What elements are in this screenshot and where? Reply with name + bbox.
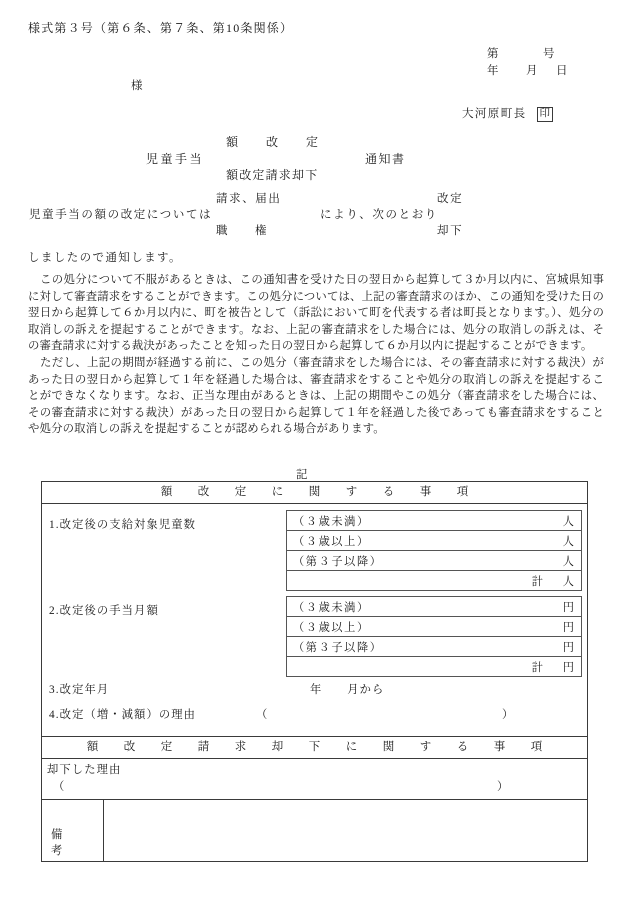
sub-row-unit: 円 [562,662,574,674]
sub-row-total [287,570,581,590]
appeal-instructions-paragraph-2: ただし、上記の期間が経過する前に、この処分（審査請求をした場合には、その審査請求に対する裁決）があった日の翌日から起算して１年を経過した場合は、審査請求をすることや処分の取消しの訴えを提起することができなくなります。なお、正当な理由があるときは、上記の期間やこの処分（審査請求をした場合には、その審査請求に対する裁決）があった日の翌日から起算して１年を経過した後であっても審査請求をすることや処分の取消しの訴えを提起することが認められる場合があります。 [28,357,604,436]
sub-row-unit: 円 [562,602,574,614]
lead-option-claim-notification: 請求、届出 [216,193,282,205]
sub-row-category: （第３子以降） [293,556,383,568]
lead-middle-text: により、次のとおり [320,209,438,221]
rejection-reason-paren-close: ） [497,781,509,793]
title-option-revision-rejected: 額改定請求却下 [226,168,319,182]
table-row-revision-reason [42,703,587,736]
lead-result-rejected: 却下 [437,225,464,237]
lead-result-revised: 改定 [437,193,464,205]
sub-row [287,636,581,656]
table-row-revision-date [42,676,587,703]
date-month-label: 月 [526,65,538,77]
table-row-revised-child-count [42,503,587,590]
issuer-line [462,105,553,122]
section-header-amount-revision: 額 改 定 に 関 す る 事 項 [160,486,476,498]
rejection-reason-paren-open: （ [53,781,65,793]
table-row-rejection-reason [42,758,587,799]
document-number-row [487,45,555,61]
item-1-sub-table [286,510,582,591]
sub-row-unit: 人 [562,576,574,588]
sub-row [287,597,581,616]
sub-row [287,530,581,550]
table-row-revised-monthly-amount [42,590,587,676]
sub-row-unit: 人 [562,536,574,548]
item-3-date-fields: 年 月から [310,684,385,696]
seal-stamp-box: 印 [537,107,554,122]
table-row-remarks [42,799,587,861]
rejection-reason-label: 却下した理由 [47,764,122,776]
sub-row-unit: 円 [562,622,574,634]
title-notification-suffix: 通知書 [365,152,406,166]
sub-row-category: （３歳以上） [293,536,370,548]
sub-row [287,550,581,570]
remarks-label-cell [42,800,104,861]
document-number-label: 第 [487,48,499,60]
sub-row-category: （３歳未満） [293,516,370,528]
sub-row-total-label: 計 [531,576,543,588]
remarks-value-cell[interactable] [104,800,587,861]
remarks-label: 備 考 [51,829,92,857]
lead-prefix-text: 児童手当の額の改定については [29,209,213,221]
item-4-paren-close: ） [502,709,514,721]
item-3-label: 3.改定年月 [49,684,110,696]
item-1-label: 1.改定後の支給対象児童数 [49,519,197,531]
issuer-name: 大河原町長 [462,108,527,120]
form-number: 様式第３号（第６条、第７条、第10条関係） [28,21,294,35]
details-table [41,481,588,862]
sub-row-unit: 人 [562,516,574,528]
section-header-revision-request-rejection: 額 改 定 請 求 却 下 に 関 す る 事 項 [42,736,587,758]
appeal-instructions-paragraph-1: この処分について不服があるときは、この通知書を受けた日の翌日から起算して３か月以内に、宮城県知事に対して審査請求をすることができます。この処分については、上記の審査請求のほか、この通知を受けた日の翌日から起算して６か月以内に、町を被告として（訴訟において町を代表する者は町長となります。）、処分の取消しの訴えを提起することができます。なお、上記の審査請求をした場合には、処分の取消しの訴えは、その審査請求に対する裁決があったことを知った日の翌日から起算して６か月以内に提起することができます。 [28,274,604,353]
document-date-row [487,62,568,78]
date-day-label: 日 [556,65,568,77]
item-4-label: 4.改定（増・減額）の理由 [49,709,197,721]
title-option-amount-revision: 額 改 定 [226,135,327,149]
sub-row [287,616,581,636]
addressee-honorific: 様 [131,80,143,92]
sub-row-unit: 円 [562,642,574,654]
lead-closing-text: しましたので通知します。 [28,252,182,264]
lead-sentence-block [0,190,630,240]
document-title-block [0,133,630,185]
item-4-paren-open: （ [256,709,268,721]
sub-row-total [287,656,581,676]
sub-row-total-label: 計 [531,662,543,674]
sub-row-unit: 人 [562,556,574,568]
sub-row-category: （３歳未満） [293,602,370,614]
sub-row-category: （第３子以降） [293,642,383,654]
date-year-label: 年 [487,65,499,77]
item-2-label: 2.改定後の手当月額 [49,605,159,617]
sub-row [287,511,581,530]
lead-option-authority: 職 権 [216,225,275,237]
title-benefit-name: 児童手当 [146,152,205,166]
item-2-sub-table [286,596,582,677]
addressee-line [131,77,143,93]
document-number-unit: 号 [543,48,555,60]
ki-notation: 記 [296,469,309,481]
sub-row-category: （３歳以上） [293,622,370,634]
